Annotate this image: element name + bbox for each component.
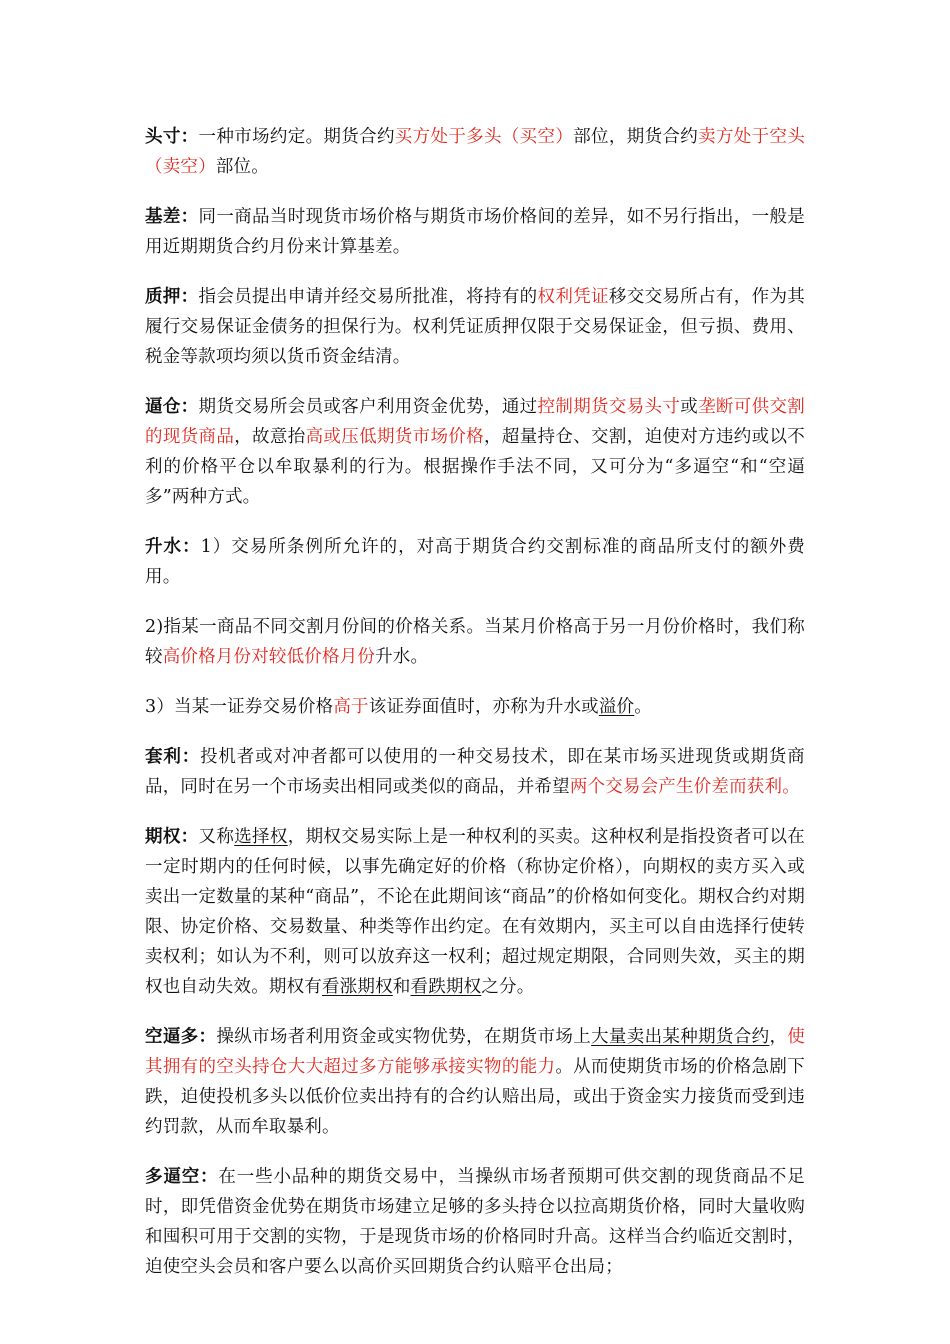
- paragraph: [145, 742, 805, 802]
- text-run: 之分。: [481, 977, 535, 997]
- paragraph: [145, 1022, 805, 1142]
- underlined-text: 溢价: [598, 697, 635, 717]
- paragraph: [145, 122, 805, 182]
- term-label: 空逼多：: [145, 1027, 217, 1047]
- term-label: 升水：: [145, 537, 201, 557]
- text-run: 或: [680, 397, 699, 417]
- underlined-text: 选择权: [234, 827, 288, 847]
- text-run: 和: [392, 977, 411, 997]
- highlighted-text: 两个交易会产生价差而获利。: [569, 777, 800, 797]
- term-label: 基差：: [145, 207, 199, 227]
- text-run: 又称: [198, 827, 235, 847]
- text-run: ，故意抬: [234, 427, 306, 447]
- text-run: ，: [769, 1027, 788, 1047]
- paragraph: [145, 822, 805, 1002]
- paragraph: [145, 282, 805, 372]
- document-body: [145, 122, 805, 1302]
- highlighted-text: 高价格月份对较低价格月份: [162, 647, 376, 667]
- underlined-text: 看涨期权: [322, 977, 393, 997]
- paragraph: [145, 532, 805, 592]
- paragraph: [145, 202, 805, 262]
- term-label: 期权：: [145, 827, 199, 847]
- highlighted-text: 使其拥有的空头持仓大大超过多方能够承接实物的能力: [145, 1027, 806, 1077]
- text-run: 该证券面值时，亦称为升水或: [368, 697, 599, 717]
- text-run: ，期权交易实际上是一种权利的买卖。这种权利是指投资者可以在一定时期内的任何时候，以事先确定好的价格（称协定价格），向期权的卖方买入或卖出一定数量的某种“商品”，不论在此期间该“商品”的价格如何变化。期权合约对期限、协定价格、交易数量、种类等作出约定。在有效期内，买主可以自由选择行使转卖权利；如认为不利，则可以放弃这一权利；超过规定期限，合同则失效，买主的期权也自动失效。期权有: [145, 827, 805, 997]
- highlighted-text: 高或压低期货市场价格: [305, 427, 485, 447]
- text-run: 投机者或对冲者都可以使用的一种交易技术，即在某市场买进现货或期货商品，同时在另一个市场卖出相同或类似的商品，并希望: [145, 747, 805, 797]
- term-label: 套利：: [145, 747, 201, 767]
- highlighted-text: 买方处于多头（买空）: [394, 127, 574, 147]
- highlighted-text: 高于: [333, 697, 369, 717]
- text-run: 同一商品当时现货市场价格与期货市场价格间的差异，如不另行指出，一般是用近期期货合约月份来计算基差。: [145, 207, 805, 257]
- highlighted-text: 垄断可供交割的现货商品: [145, 397, 805, 447]
- paragraph: [145, 612, 805, 672]
- text-run: 在一些小品种的期货交易中，当操纵市场者预期可供交割的现货商品不足时，即凭借资金优势在期货市场建立足够的多头持仓以拉高期货价格，同时大量收购和囤积可用于交割的实物，于是现货市场的价格同时升高。这样当合约临近交割时，迫使空头会员和客户要么以高价买回期货合约认赔平仓出局；: [145, 1167, 805, 1277]
- underlined-text: 大量卖出某种期货合约: [591, 1027, 770, 1047]
- text-run: 部位，期货合约: [573, 127, 699, 147]
- text-run: ，超量持仓、交割，迫使对方违约或以不利的价格平仓以牟取暴利的行为。根据操作手法不同，又可分为“多逼空“和“空逼多”两种方式。: [145, 427, 806, 507]
- highlighted-text: 卖方处于空头（卖空）: [145, 127, 806, 177]
- term-label: 头寸：: [145, 127, 199, 147]
- text-run: 2)指某一商品不同交割月份间的价格关系。当某月价格高于另一月份价格时，我们称较: [145, 617, 805, 667]
- underlined-text: 看跌期权: [410, 977, 482, 997]
- highlighted-text: 权利凭证: [537, 287, 609, 307]
- text-run: 部位。: [215, 157, 269, 177]
- text-run: 升水。: [375, 647, 429, 667]
- text-run: 操纵市场者利用资金或实物优势，在期货市场上: [216, 1027, 592, 1047]
- paragraph: [145, 692, 805, 722]
- text-run: 期货交易所会员或客户利用资金优势，通过: [198, 397, 538, 417]
- text-run: 1）交易所条例所允许的，对高于期货合约交割标准的商品所支付的额外费用。: [145, 537, 805, 587]
- term-label: 质押：: [145, 287, 199, 307]
- text-run: 3）当某一证券交易价格: [145, 697, 334, 717]
- paragraph: [145, 392, 805, 512]
- text-run: 指会员提出申请并经交易所批准，将持有的: [198, 287, 538, 307]
- text-run: 移交交易所占有，作为其履行交易保证金债务的担保行为。权利凭证质押仅限于交易保证金，但亏损、费用、税金等款项均须以货币资金结清。: [145, 287, 805, 367]
- text-run: 。: [634, 697, 652, 717]
- text-run: 一种市场约定。期货合约: [198, 127, 395, 147]
- term-label: 多逼空：: [145, 1167, 219, 1187]
- highlighted-text: 控制期货交易头寸: [537, 397, 681, 417]
- paragraph: [145, 1162, 805, 1282]
- text-run: 。从而使期货市场的价格急剧下跌，迫使投机多头以低价位卖出持有的合约认赔出局，或出于资金实力接货而受到违约罚款，从而牟取暴利。: [145, 1057, 805, 1137]
- term-label: 逼仓：: [145, 397, 199, 417]
